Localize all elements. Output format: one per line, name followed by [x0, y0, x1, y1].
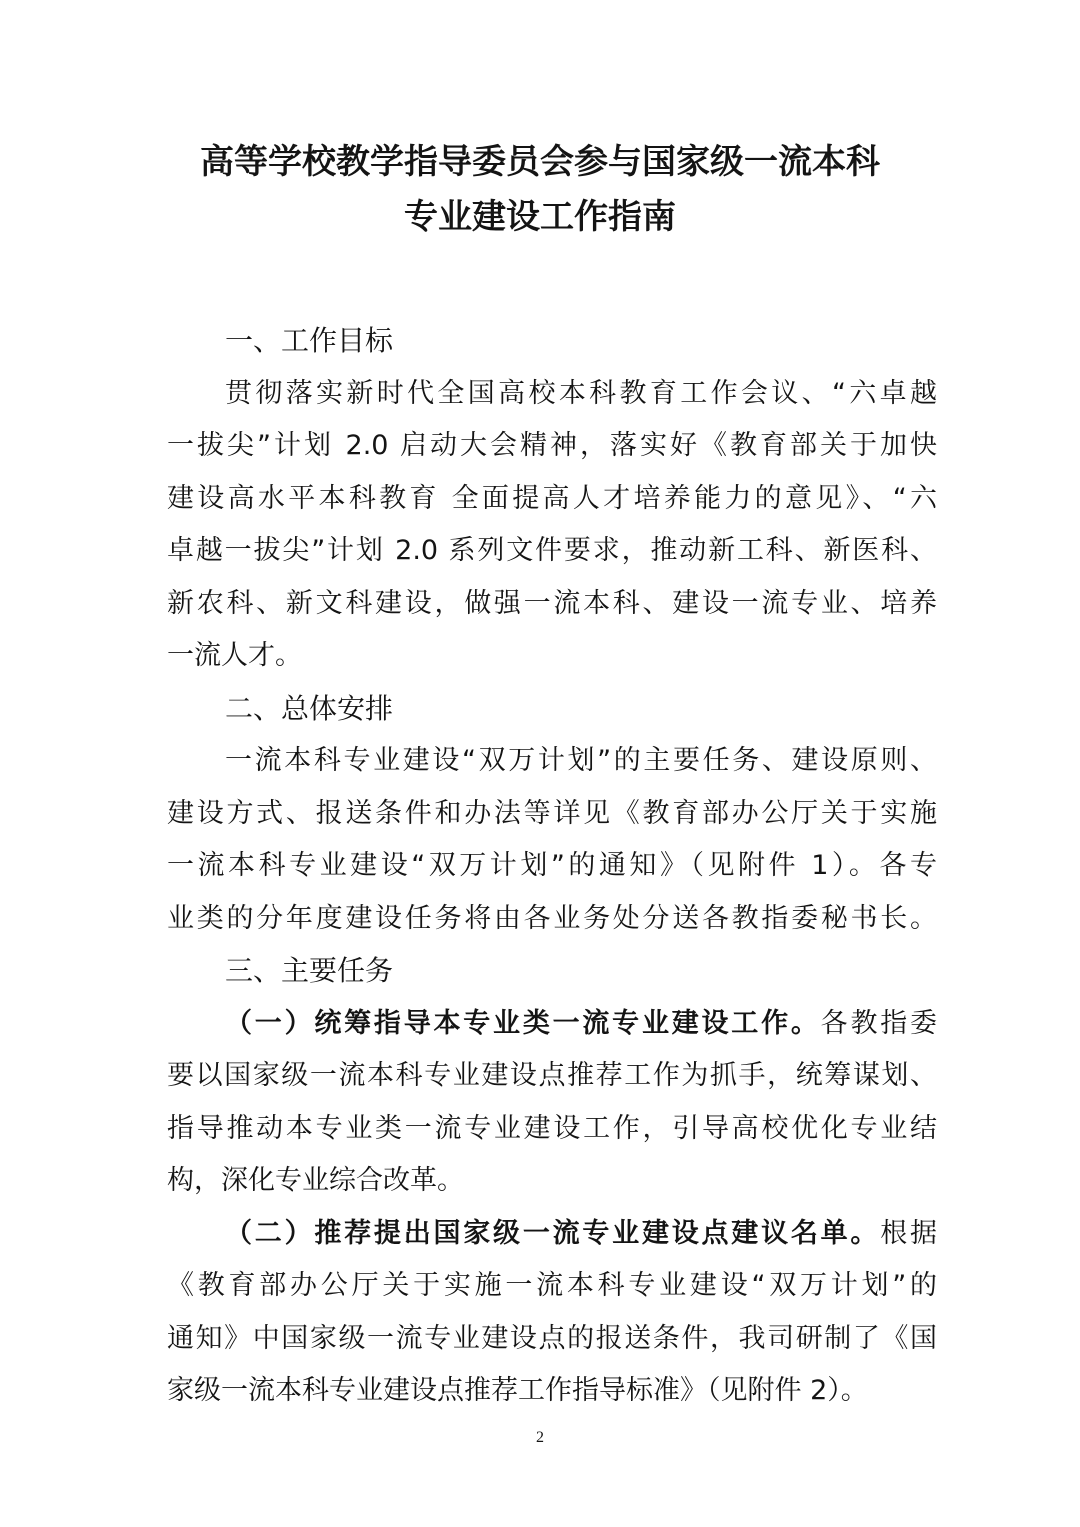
paragraph-line: 构，深化专业综合改革。 [167, 1165, 464, 1196]
paragraph-line: 一拔尖”计划 2.0 启动大会精神，落实好《教育部关于加快 [167, 430, 937, 461]
section-heading-tasks: 三、主要任务 [225, 954, 394, 987]
paragraph-line: 要以国家级一流本科专业建设点推荐工作为抓手，统筹谋划、 [167, 1060, 937, 1091]
section-heading-goals: 一、工作目标 [225, 324, 394, 357]
paragraph-line: 一流本科专业建设“双万计划”的主要任务、建设原则、 [225, 745, 937, 776]
paragraph-line: 卓越一拔尖”计划 2.0 系列文件要求，推动新工科、新医科、 [167, 535, 937, 566]
paragraph-line: 建设方式、报送条件和办法等详见《教育部办公厅关于实施 [167, 797, 937, 829]
document-title-line-2: 专业建设工作指南 [404, 197, 676, 237]
paragraph-line: 家级一流本科专业建设点推荐工作指导标准》（见附件 2）。 [167, 1375, 868, 1406]
task-1-bold-heading: （一）统筹指导本专业类一流专业建设工作。 [225, 1007, 821, 1039]
paragraph-line-with-bold-lead [167, 998, 937, 1051]
paragraph-line: 一流本科专业建设“双万计划”的通知》（见附件 1）。各专 [167, 850, 937, 881]
paragraph-line: 指导推动本专业类一流专业建设工作，引导高校优化专业结 [167, 1112, 937, 1144]
document-title-line-1: 高等学校教学指导委员会参与国家级一流本科 [200, 142, 880, 182]
paragraph-line: 贯彻落实新时代全国高校本科教育工作会议、“六卓越 [225, 377, 937, 409]
section-heading-arrangement: 二、总体安排 [225, 691, 394, 725]
task-2-bold-heading: （二）推荐提出国家级一流专业建设点建议名单。 [225, 1217, 881, 1249]
document-body [167, 315, 937, 1418]
task-2-lead-text: 根据 [880, 1217, 938, 1249]
paragraph-line-with-bold-lead [167, 1208, 937, 1261]
page-number: 2 [536, 1429, 544, 1446]
paragraph-line: 业类的分年度建设任务将由各业务处分送各教指委秘书长。 [167, 902, 937, 934]
paragraph-line: 一流人才。 [167, 640, 302, 671]
paragraph-line: 新农科、新文科建设，做强一流本科、建设一流专业、培养 [167, 587, 937, 619]
paragraph-line: 通知》中国家级一流专业建设点的报送条件，我司研制了《国 [167, 1322, 937, 1354]
paragraph-line: 《教育部办公厅关于实施一流本科专业建设“双万计划”的 [167, 1270, 937, 1301]
paragraph-line: 建设高水平本科教育 全面提高人才培养能力的意见》、“六 [167, 482, 937, 514]
task-1-lead-text: 各教指委 [820, 1007, 938, 1039]
